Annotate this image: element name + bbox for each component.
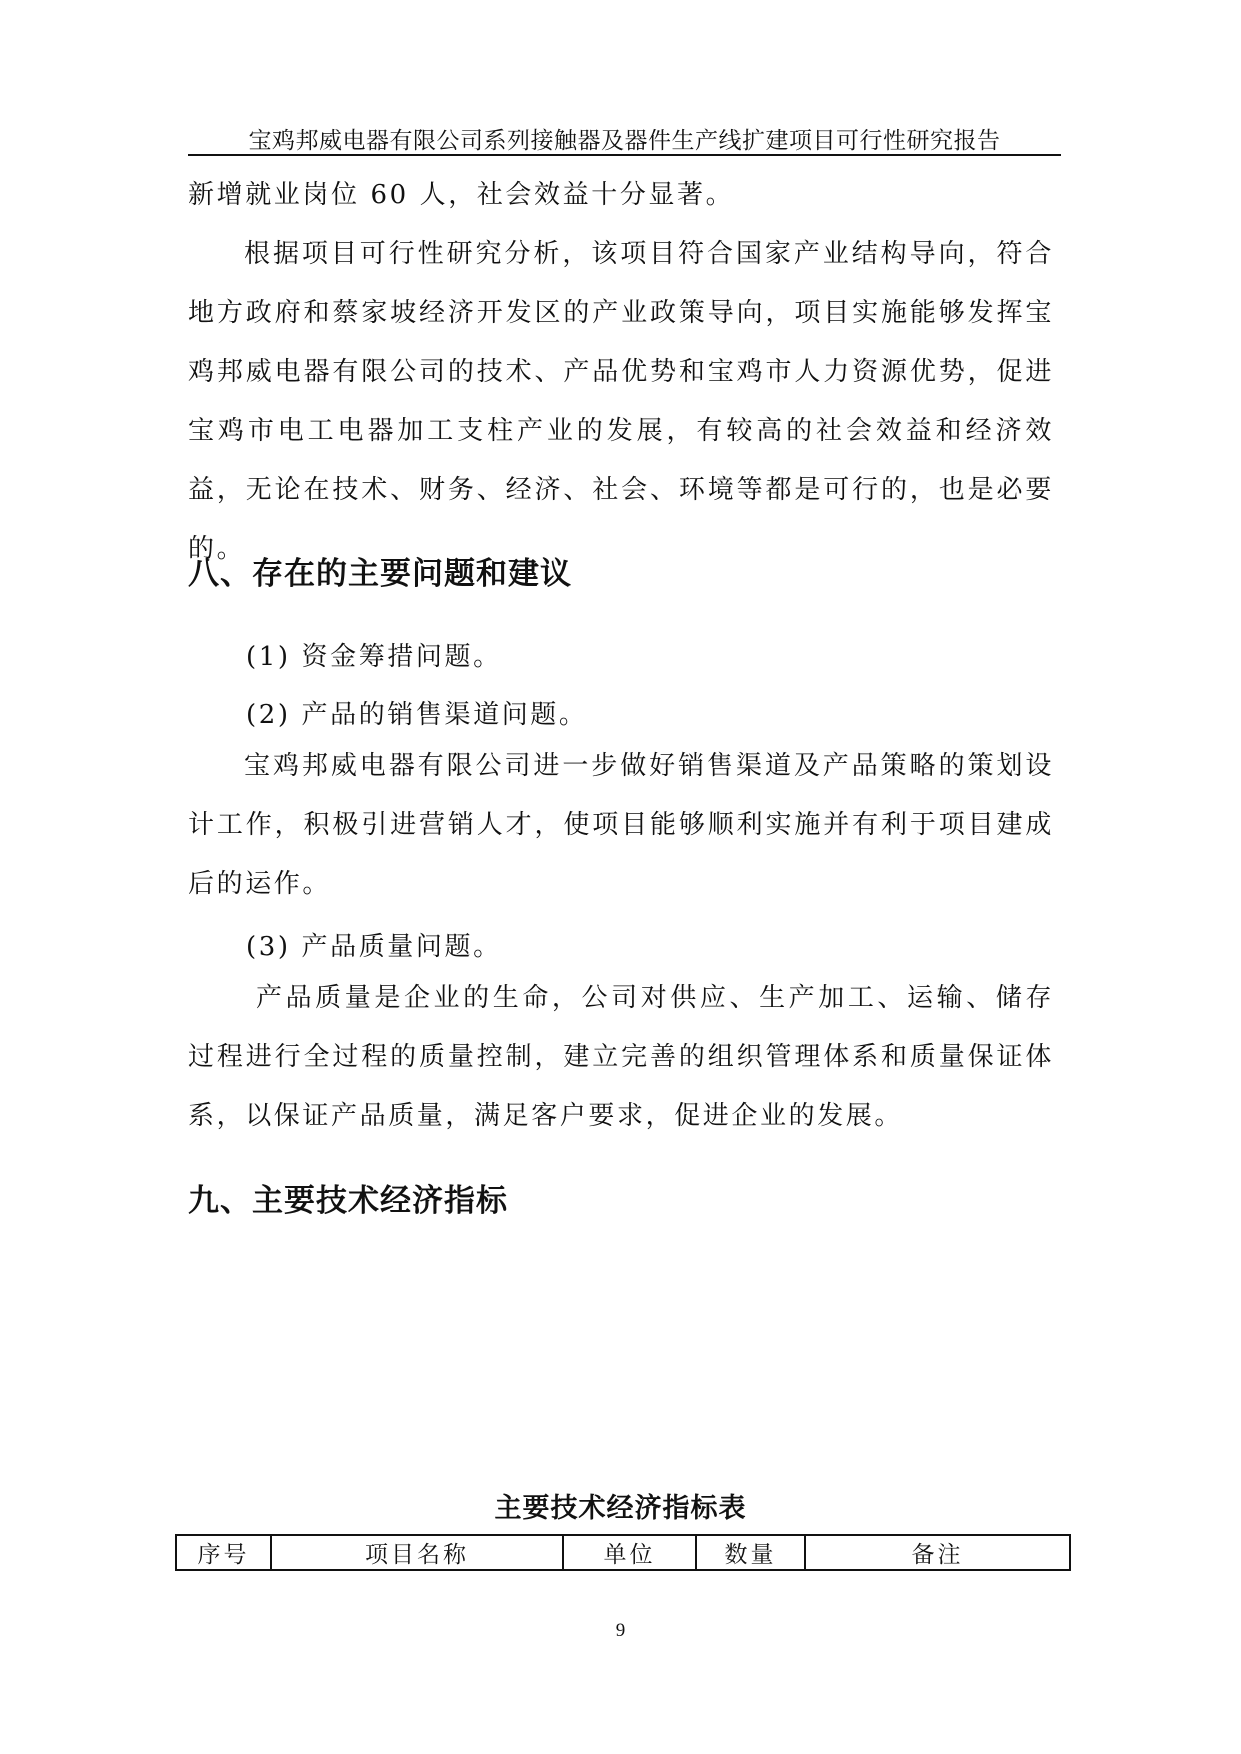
- column-header-serial: 序号: [176, 1535, 271, 1570]
- column-header-item-name: 项目名称: [271, 1535, 563, 1570]
- table-header-row: [176, 1535, 1070, 1570]
- column-header-unit: 单位: [563, 1535, 696, 1570]
- issue-item-funding: (1) 资金筹措问题。: [246, 642, 502, 672]
- section-heading-issues: 八、存在的主要问题和建议: [188, 556, 572, 592]
- paragraph-sales-channel: 宝鸡邦威电器有限公司进一步做好销售渠道及产品策略的策划设计工作，积极引进营销人才，使项目能够顺利实施并有利于项目建成后的运作。: [188, 751, 1054, 899]
- paragraph-conclusion: 根据项目可行性研究分析，该项目符合国家产业结构导向，符合地方政府和蔡家坡经济开发区的产业政策导向，项目实施能够发挥宝鸡邦威电器有限公司的技术、产品优势和宝鸡市人力资源优势，促进宝鸡市电工电器加工支柱产业的发展，有较高的社会效益和经济效益，无论在技术、财务、经济、社会、环境等都是可行的，也是必要的。: [188, 239, 1054, 564]
- page-number: 9: [615, 1620, 626, 1641]
- header-rule: [188, 154, 1061, 156]
- paragraph-quality: 产品质量是企业的生命，公司对供应、生产加工、运输、储存过程进行全过程的质量控制，建立完善的组织管理体系和质量保证体系，以保证产品质量，满足客户要求，促进企业的发展。: [188, 983, 1054, 1131]
- column-header-remarks: 备注: [805, 1535, 1070, 1570]
- indicators-table: [175, 1534, 1071, 1571]
- running-header: 宝鸡邦威电器有限公司系列接触器及器件生产线扩建项目可行性研究报告: [248, 128, 1001, 154]
- issue-item-sales-channel: (2) 产品的销售渠道问题。: [246, 700, 588, 730]
- section-heading-indicators: 九、主要技术经济指标: [188, 1183, 508, 1219]
- paragraph-employment: 新增就业岗位 60 人，社会效益十分显著。: [188, 180, 735, 210]
- issue-item-quality: (3) 产品质量问题。: [246, 932, 502, 962]
- column-header-quantity: 数量: [696, 1535, 805, 1570]
- table-title: 主要技术经济指标表: [494, 1493, 747, 1524]
